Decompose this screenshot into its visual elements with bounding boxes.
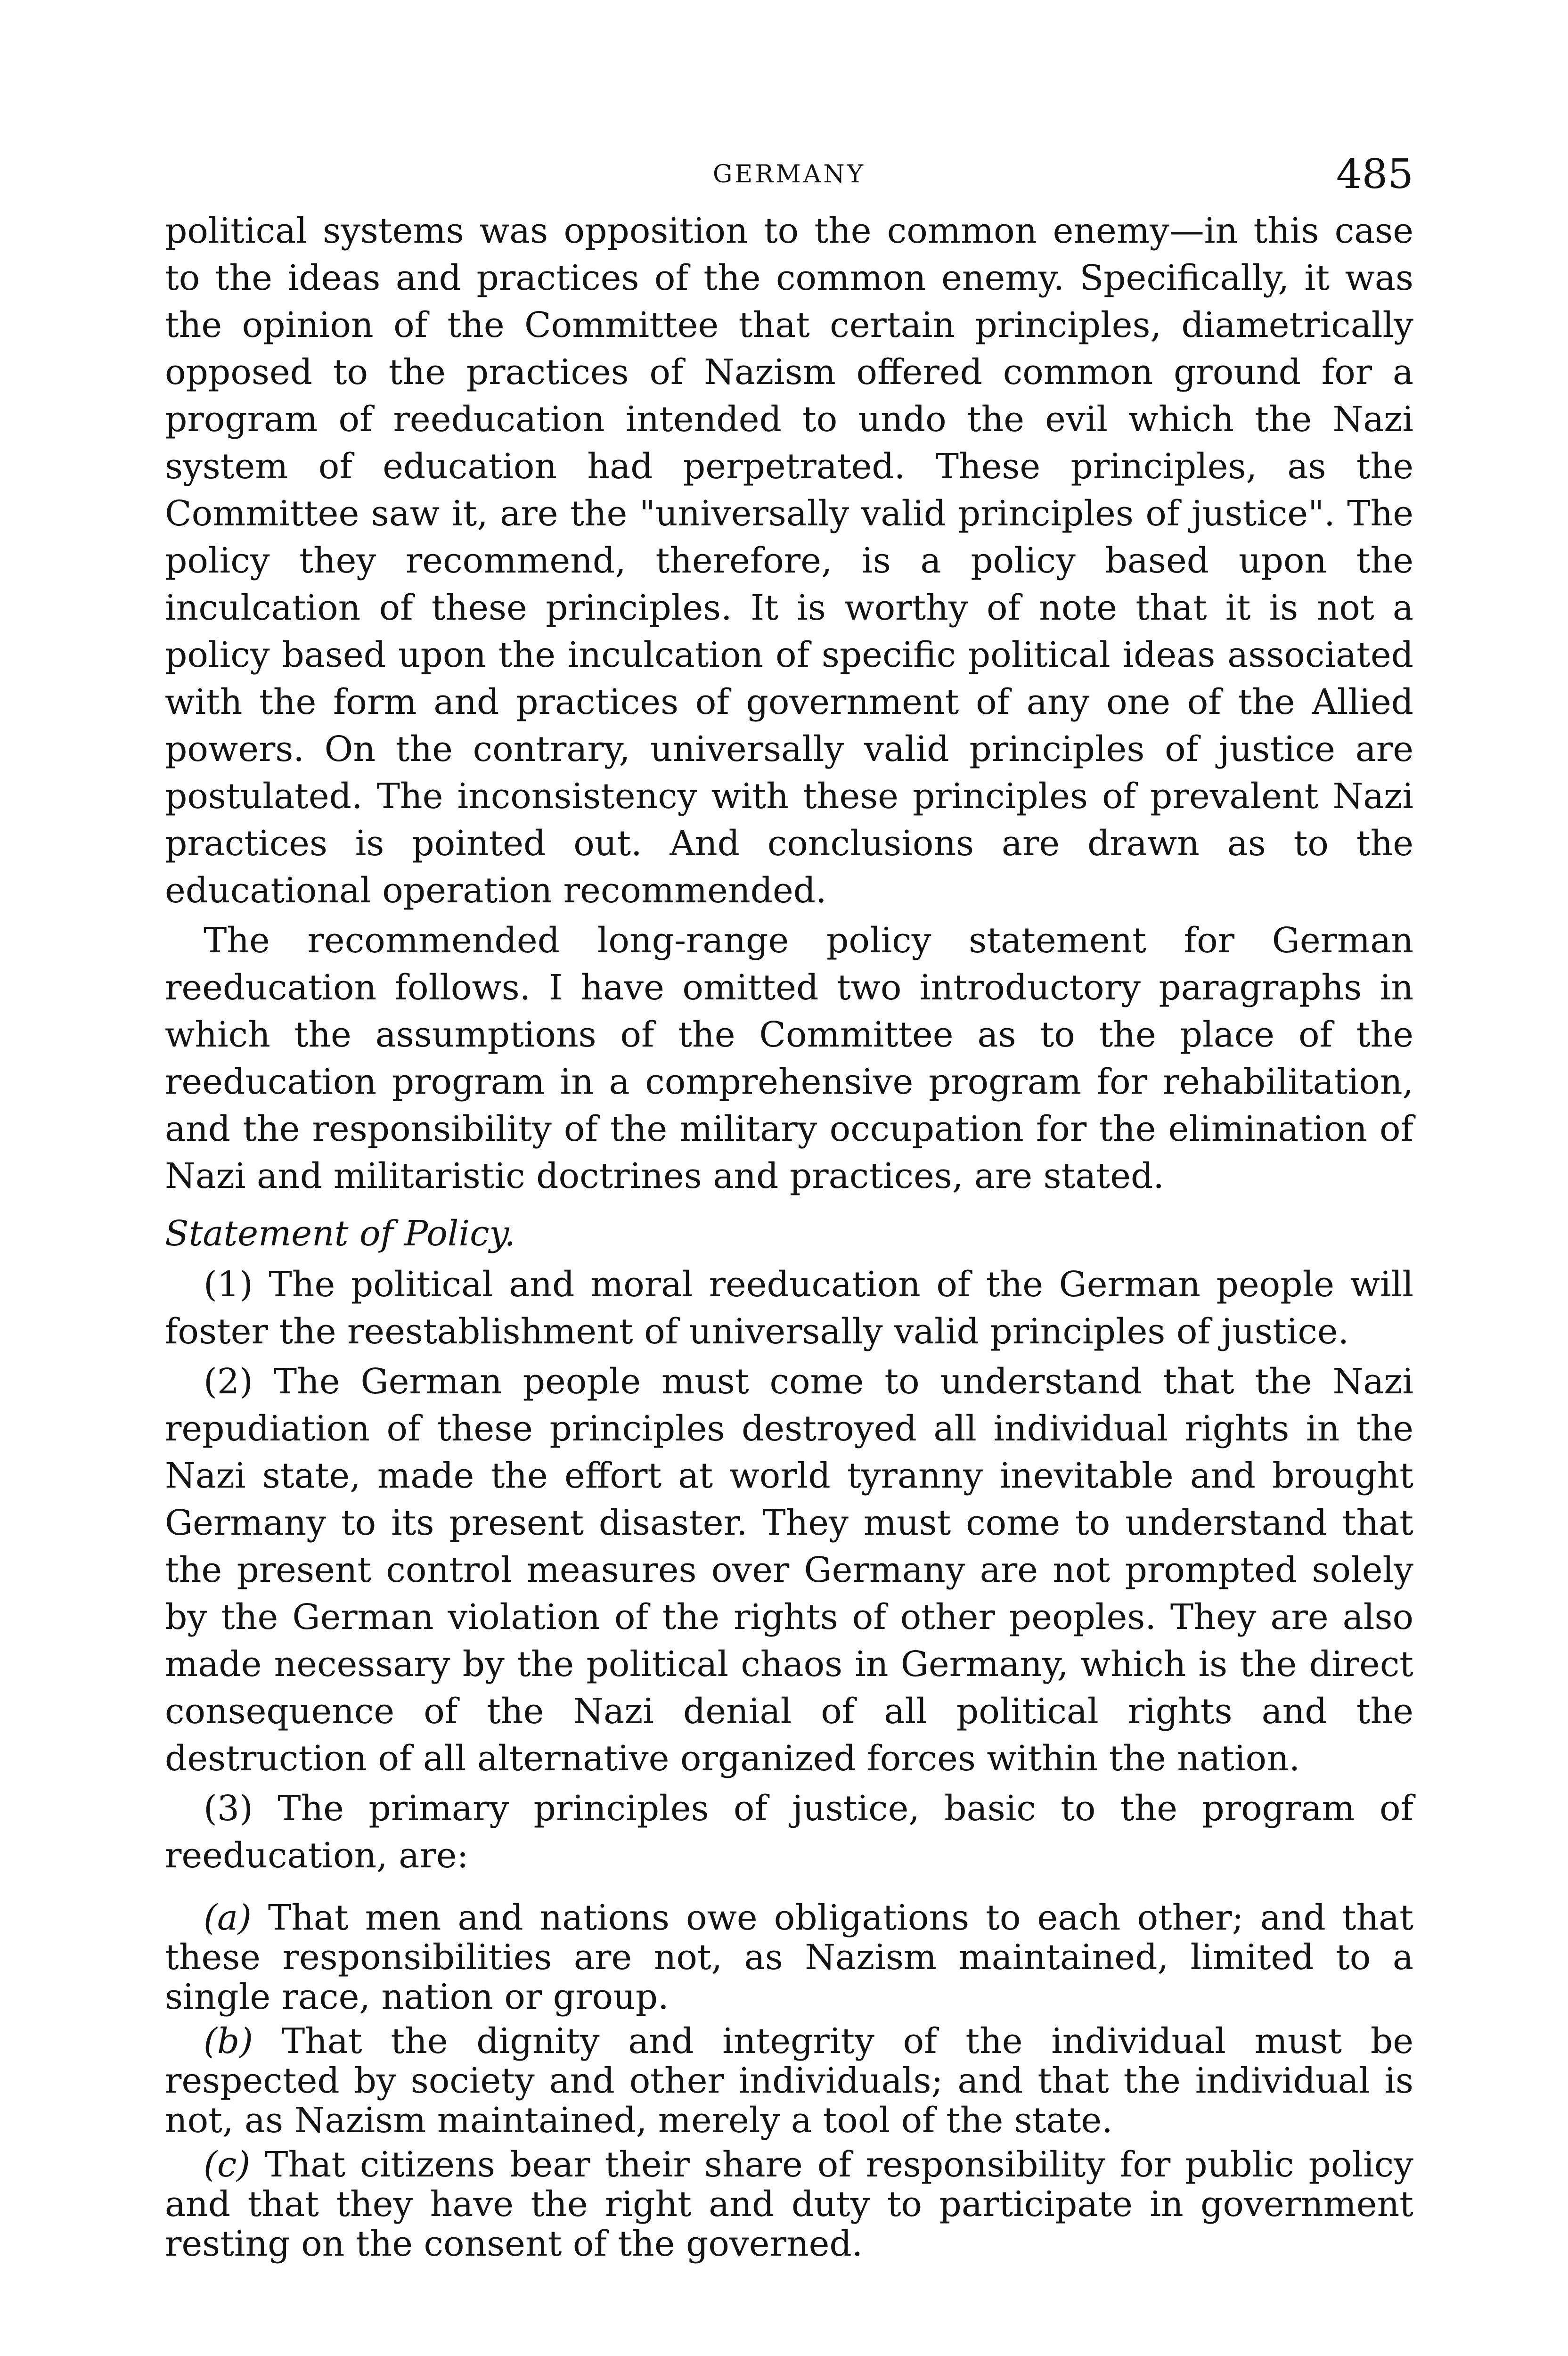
paragraph-continuation: political systems was opposition to the common enemy—in this case to the ideas and practices of the common enemy. Specifically, it was the opinion of the Committee that certain principles, diametrically opposed to the practices of Nazism offered common ground for a program of reeducation intended to undo the evil which the Nazi system of education had perpetrated. These principles, as the Committee saw it, are the "universally valid principles of justice". The policy they recommend, therefore, is a policy based upon the inculcation of these principles. It is worthy of note that it is not a policy based upon the inculcation of specific political ideas associated with the form and practices of government of any one of the Allied powers. On the contrary, universally valid principles of justice are postulated. The inconsistency with these principles of prevalent Nazi practices is pointed out. And conclusions are drawn as to the educational operation recommended. — [165, 211, 1413, 911]
page-header — [165, 141, 1413, 198]
running-head: GERMANY — [712, 160, 866, 188]
paragraph-policy-intro: The recommended long-range policy statement for German reeducation follows. I have omitted two introductory paragraphs in which the assumptions of the Committee as to the place of the reeducation program in a comprehensive program for rehabilitation, and the responsibility of the military occupation for the elimination of Nazi and militaristic doctrines and practices, are stated. — [165, 920, 1413, 1196]
page-number: 485 — [1336, 151, 1413, 198]
principle-b — [165, 2021, 1413, 2140]
principle-text: That men and nations owe obligations to each other; and that these responsibilities are not, as Nazism maintained, limited to a single race, nation or group. — [165, 1898, 1413, 2017]
principle-letter: (a) — [204, 1898, 252, 1938]
principle-letter: (b) — [204, 2021, 253, 2062]
policy-item-2: (2) The German people must come to understand that the Nazi repudiation of these principles destroyed all individual rights in the Nazi state, made the effort at world tyranny inevitable and brought Germany to its present disaster. They must come to understand that the present control measures over Germany are not prompted solely by the German violation of the rights of other peoples. They are also made necessary by the political chaos in Germany, which is the direct consequence of the Nazi denial of all political rights and the destruction of all alternative organized forces within the nation. — [165, 1361, 1413, 1779]
principle-a — [165, 1898, 1413, 2017]
principle-text: That the dignity and integrity of the individual must be respected by society and other individuals; and that the individual is not, as Nazism maintained, merely a tool of the state. — [165, 2021, 1413, 2141]
principle-c — [165, 2145, 1413, 2264]
principles-list — [165, 1898, 1413, 2264]
policy-item-1: (1) The political and moral reeducation of the German people will foster the reestablishment of universally valid principles of justice. — [165, 1264, 1413, 1352]
statement-heading: Statement of Policy. — [165, 1213, 516, 1254]
body-text — [165, 207, 1413, 1879]
principle-text: That citizens bear their share of responsibility for public policy and that they have the right and duty to participate in government resting on the consent of the governed. — [165, 2144, 1413, 2264]
principle-letter: (c) — [204, 2144, 251, 2185]
document-page — [165, 141, 1413, 2268]
policy-item-3: (3) The primary principles of justice, basic to the program of reeducation, are: — [165, 1788, 1413, 1876]
